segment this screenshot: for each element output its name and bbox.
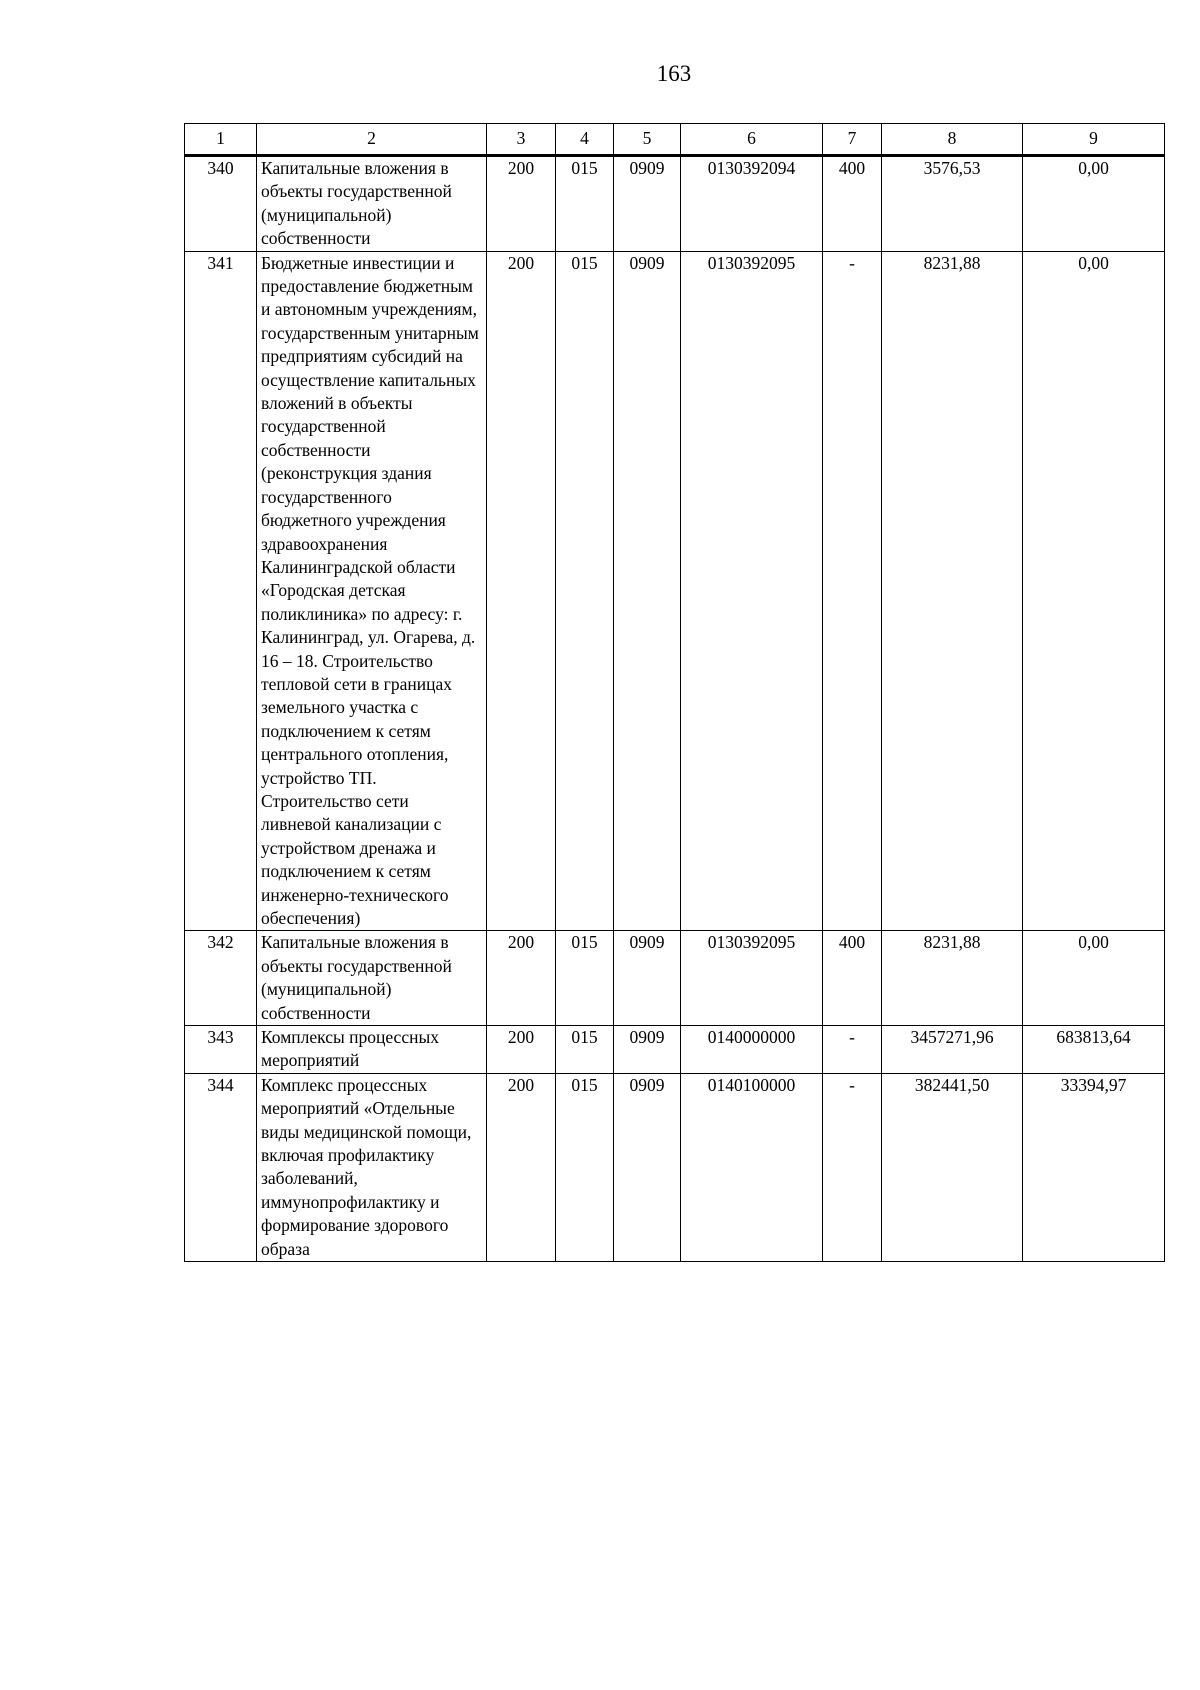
target-code-cell: 0130392095 xyxy=(681,931,823,1026)
budget-table xyxy=(184,123,1165,1262)
amount-col9-cell: 0,00 xyxy=(1023,251,1165,931)
subsection-code-cell: 0909 xyxy=(614,1073,681,1261)
target-code-cell: 0140100000 xyxy=(681,1073,823,1261)
amount-col8-cell: 8231,88 xyxy=(882,251,1023,931)
row-number-cell: 340 xyxy=(185,156,257,252)
section-code-cell: 015 xyxy=(556,251,614,931)
row-number-cell: 343 xyxy=(185,1026,257,1074)
section-code-cell: 015 xyxy=(556,931,614,1026)
column-header: 5 xyxy=(614,124,681,156)
row-number-cell: 341 xyxy=(185,251,257,931)
expense-type-cell: 400 xyxy=(823,931,882,1026)
table-row xyxy=(185,1026,1165,1074)
grbs-code-cell: 200 xyxy=(487,156,556,252)
section-code-cell: 015 xyxy=(556,156,614,252)
row-name-cell: Бюджетные инвестиции и предоставление бюджетным и автономным учреждениям, государственным унитарным предприятиям субсидий на осуществление капитальных вложений в объекты государственной собственности (реконструкция здания государственного бюджетного учреждения здравоохранения Калининградской области «Городская детская поликлиника» по адресу: г. Калининград, ул. Огарева, д. 16 – 18. Строительство тепловой сети в границах земельного участка с подключением к сетям центрального отопления, устройство ТП. Строительство сети ливневой канализации с устройством дренажа и подключением к сетям инженерно-технического обеспечения) xyxy=(257,251,487,931)
expense-type-cell: 400 xyxy=(823,156,882,252)
expense-type-cell: - xyxy=(823,251,882,931)
amount-col9-cell: 0,00 xyxy=(1023,931,1165,1026)
amount-col9-cell: 0,00 xyxy=(1023,156,1165,252)
expense-type-cell: - xyxy=(823,1073,882,1261)
grbs-code-cell: 200 xyxy=(487,931,556,1026)
column-header: 6 xyxy=(681,124,823,156)
amount-col8-cell: 3576,53 xyxy=(882,156,1023,252)
section-code-cell: 015 xyxy=(556,1073,614,1261)
page-number: 163 xyxy=(656,61,692,86)
column-header: 3 xyxy=(487,124,556,156)
target-code-cell: 0130392094 xyxy=(681,156,823,252)
amount-col8-cell: 382441,50 xyxy=(882,1073,1023,1261)
amount-col9-cell: 33394,97 xyxy=(1023,1073,1165,1261)
amount-col8-cell: 3457271,96 xyxy=(882,1026,1023,1074)
table-row xyxy=(185,156,1165,252)
subsection-code-cell: 0909 xyxy=(614,251,681,931)
column-header: 4 xyxy=(556,124,614,156)
grbs-code-cell: 200 xyxy=(487,1026,556,1074)
row-name-cell: Комплекс процессных мероприятий «Отдельные виды медицинской помощи, включая профилактику заболеваний, иммунопрофилактику и формирование здорового образа xyxy=(257,1073,487,1261)
target-code-cell: 0130392095 xyxy=(681,251,823,931)
row-name-cell: Комплексы процессных мероприятий xyxy=(257,1026,487,1074)
expense-type-cell: - xyxy=(823,1026,882,1074)
subsection-code-cell: 0909 xyxy=(614,931,681,1026)
column-header: 1 xyxy=(185,124,257,156)
column-header: 8 xyxy=(882,124,1023,156)
row-name-cell: Капитальные вложения в объекты государственной (муниципальной) собственности xyxy=(257,156,487,252)
subsection-code-cell: 0909 xyxy=(614,156,681,252)
grbs-code-cell: 200 xyxy=(487,251,556,931)
column-header: 9 xyxy=(1023,124,1165,156)
column-header: 7 xyxy=(823,124,882,156)
table-row xyxy=(185,931,1165,1026)
column-header: 2 xyxy=(257,124,487,156)
header-row xyxy=(185,124,1165,156)
amount-col8-cell: 8231,88 xyxy=(882,931,1023,1026)
table-row xyxy=(185,251,1165,931)
target-code-cell: 0140000000 xyxy=(681,1026,823,1074)
subsection-code-cell: 0909 xyxy=(614,1026,681,1074)
grbs-code-cell: 200 xyxy=(487,1073,556,1261)
table-row xyxy=(185,1073,1165,1261)
row-number-cell: 342 xyxy=(185,931,257,1026)
row-name-cell: Капитальные вложения в объекты государственной (муниципальной) собственности xyxy=(257,931,487,1026)
amount-col9-cell: 683813,64 xyxy=(1023,1026,1165,1074)
section-code-cell: 015 xyxy=(556,1026,614,1074)
row-number-cell: 344 xyxy=(185,1073,257,1261)
